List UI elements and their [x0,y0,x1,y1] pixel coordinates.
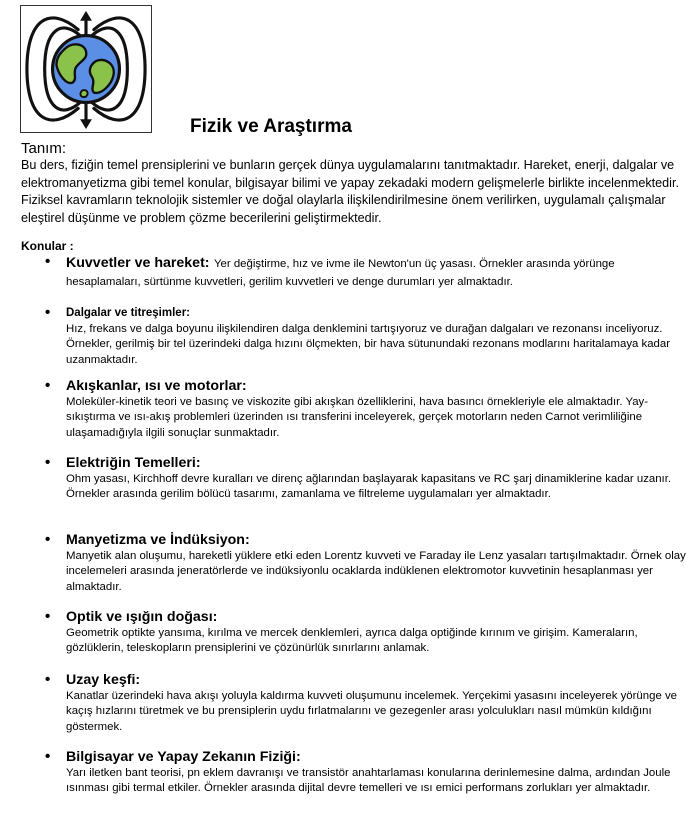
topic-description: Manyetik alan oluşumu, hareketli yüklere etki eden Lorentz kuvveti ve Faraday ile Lenz yasaları tartışılmaktadır. Örnek olay incelemeleri arasında jeneratörlerde ve indüksiyonlu ocaklarda indüklenen elektromotor kuvvetinin hesaplanması yer almaktadır. [66,550,686,593]
topic-description: Ohm yasası, Kirchhoff devre kuralları ve direnç ağlarından başlayarak kapasitans ve RC şarj dinamiklerine kadar uzanır. Örnekler arasında gerilim bölücü tasarımı, zamanlama ve filtreleme uygulamaları yer almaktadır. [66,473,672,501]
definition-text: Bu ders, fiziğin temel prensiplerini ve bunların gerçek dünya uygulamalarını tanıtmaktadır. Hareket, enerji, dalgalar ve elektromanyetizma gibi temel konular, bilgisayar bilimi ve yapay zekadaki modern gelişmelerle birlikte incelenmektedir. Fiziksel kavramların teknolojik sistemler ve doğal olaylarla ilişkilendirilmesine önem verilirken, uygulamalı çalışmalar eleştirel düşünme ve problem çözme becerilerini geliştirmektedir. [21,158,679,225]
page-title: Fizik ve Araştırma [190,116,352,137]
topic-title: Kuvvetler ve hareket: [66,255,210,271]
topics-label: Konular : [21,239,74,253]
topic-title: • Uzay keşfi: [66,672,141,688]
list-item [66,609,686,657]
topic-description: Moleküler-kinetik teori ve basınç ve viskozite gibi akışkan özelliklerini, hava basıncı örnekleriyle ele almaktadır. Yay-sıkıştırma ve ısı-akış problemleri üzerinden ısı transferini inceleyerek, gerçek motorların neden Carnot verimliliğine ulaşamadığıyla ilgili sonuçlar sunmaktadır. [66,396,649,439]
topic-title: • Elektriğin Temelleri: [66,455,201,471]
topic-title: • Akışkanlar, ısı ve motorlar: [66,378,247,394]
topic-title: • Dalgalar ve titreşimler: [66,307,191,319]
list-item [66,455,686,503]
topic-description: Yer değiştirme, hız ve ivme ile Newton'un üç yasası. Örnekler arasında yörünge hesaplamaları, sürtünme kuvvetleri, gerilim kuvvetleri ve denge durumları yer almaktadır. [66,258,615,289]
list-item [66,378,686,441]
topic-description: Hız, frekans ve dalga boyunu ilişkilendiren dalga denklemini tartışıyoruz ve durağan dalgaları ve rezonansı inceliyoruz. Örnekler, gerilmiş bir tel üzerindeki dalga hızını ölçmekten, bir hava sütunundaki rezonans modlarını haritalamaya kadar uzanmaktadır. [66,323,671,366]
topic-title: • Manyetizma ve İndüksiyon: [66,532,250,548]
list-item [66,532,686,595]
list-item [66,305,686,368]
topic-description: Geometrik optikte yansıma, kırılma ve mercek denklemleri, ayrıca dalga optiğinde kırınım ve girişim. Kameraların, gözlüklerin, teleskopların prensiplerini ve çözünürlük sınırlarını anlamak. [66,627,638,655]
topic-title: • Bilgisayar ve Yapay Zekanın Fiziği: [66,749,301,765]
topic-title: • Optik ve ışığın doğası: [66,609,218,625]
earth-magnetic-field-icon [21,6,151,132]
list-item [66,749,686,797]
logo [20,5,152,133]
list-item [66,254,686,291]
topic-description: Kanatlar üzerindeki hava akışı yoluyla kaldırma kuvveti oluşumunu incelemek. Yerçekimi yasasını inceleyerek yörünge ve kaçış hızlarını türetmek ve bu prensiplerin uydu fırlatmalarını ve gezegenler arası yolculukları nasıl mümkün kıldığını göstermek. [66,690,677,733]
topic-description: Yarı iletken bant teorisi, pn eklem davranışı ve transistör anahtarlaması konularına derinlemesine dalma, ardından Joule ısınması gibi termal etkiler. Örnekler arasında dijital devre temelleri ve ısı emici performans zorlukları yer almaktadır. [66,767,671,795]
definition-label: Tanım: [21,140,67,157]
list-item [66,672,686,735]
